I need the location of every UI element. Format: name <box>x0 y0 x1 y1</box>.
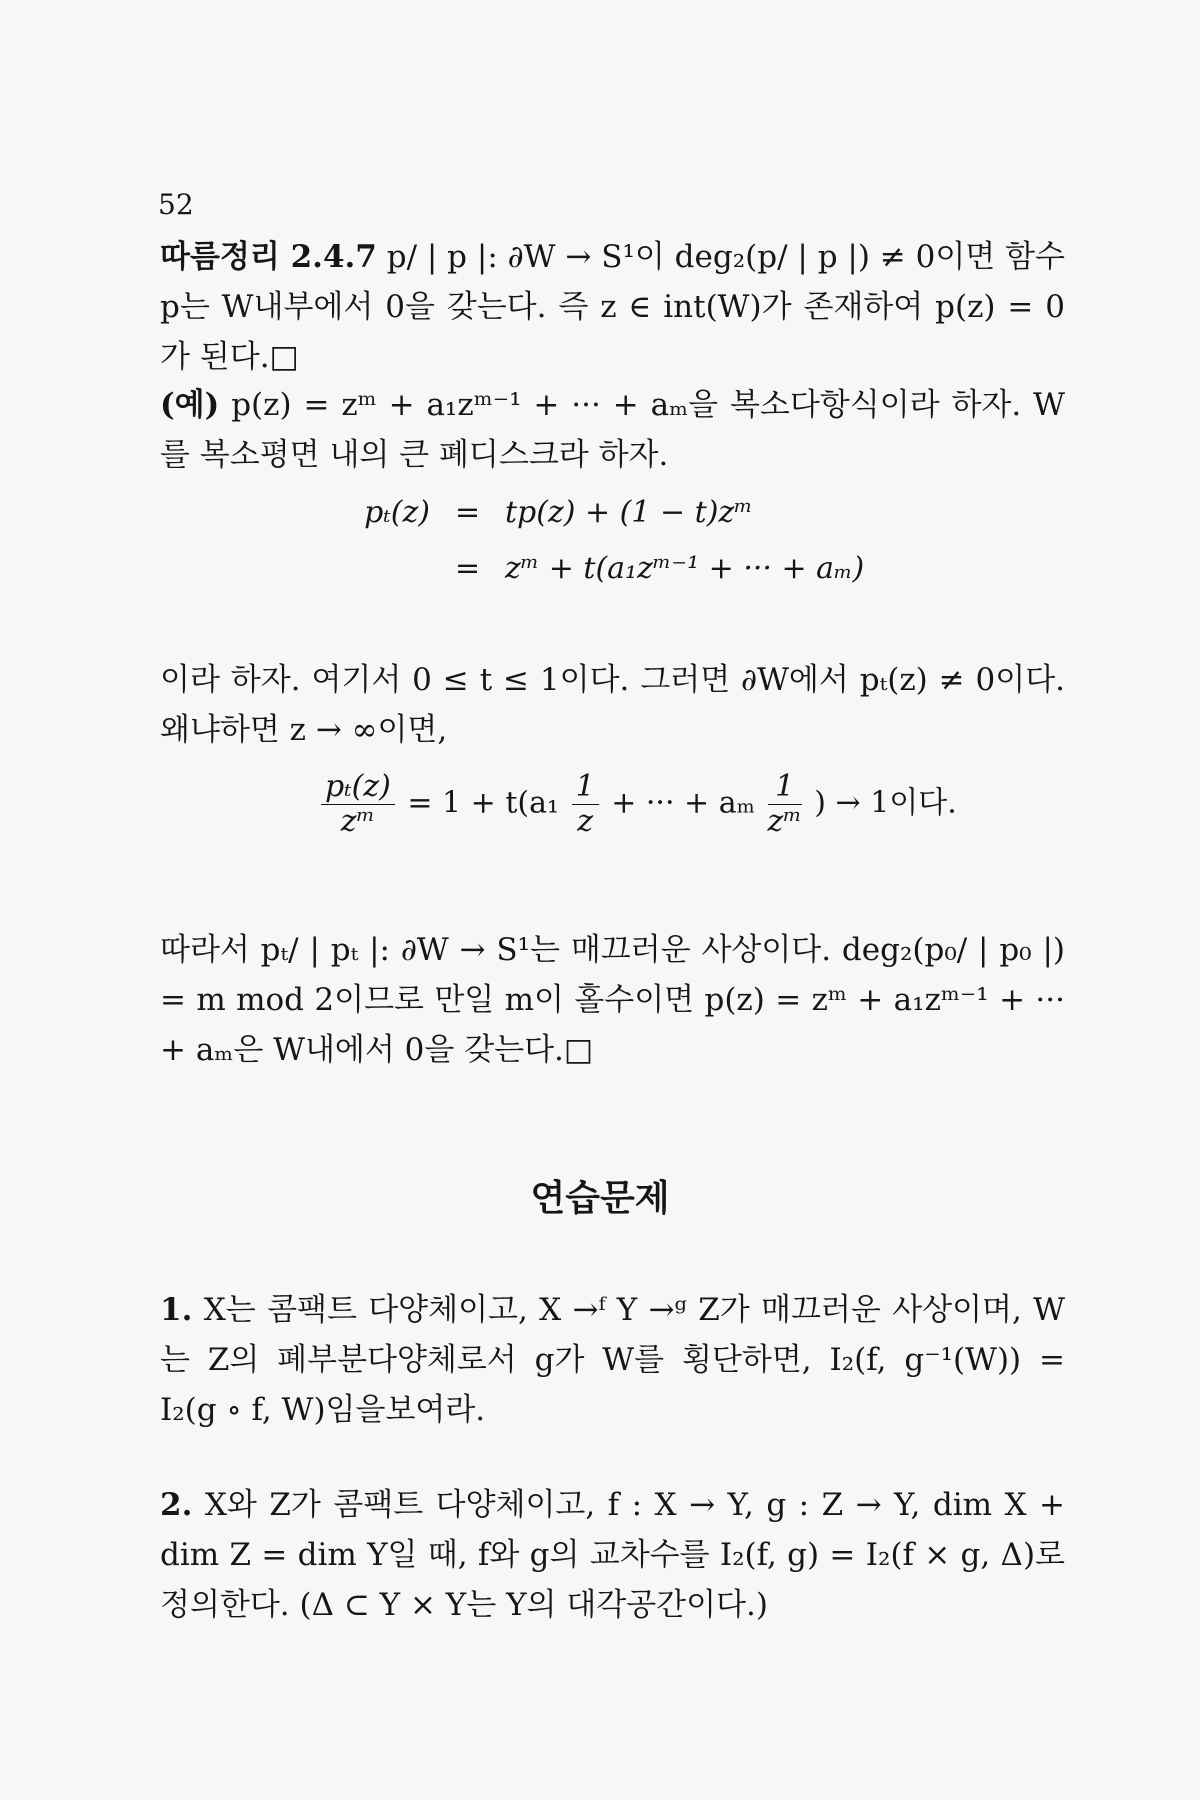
example-label: (예) <box>160 387 220 423</box>
section-title: 연습문제 <box>530 1178 670 1219</box>
exercise-1-text: X는 콤팩트 다양체이고, X →ᶠ Y →ᵍ Z가 매끄러운 사상이며, W는 Z의 폐부분다양체로서 g가 W를 횡단하면, I₂(f, g⁻¹(W)) = I₂(g ∘ f, W)임을보여라. <box>160 1292 1066 1428</box>
equation-pt-equals-1: = <box>455 495 481 530</box>
corollary-label: 따름정리 2.4.7 <box>160 239 377 275</box>
limit-middle: = 1 + t(a₁ <box>407 785 560 821</box>
limit-fraction-numerator: pₜ(z) <box>321 770 395 805</box>
limit-tail: ) → 1이다. <box>814 785 957 821</box>
limit-fraction <box>321 770 395 839</box>
equation-limit <box>318 770 957 839</box>
equation-pt-line-1: tp(z) + (1 − t)zᵐ <box>505 495 753 530</box>
corollary-text: p/ | p |: ∂W → S¹이 deg₂(p/ | p |) ≠ 0이면 함수 p는 W내부에서 0을 갖는다. 즉 z ∈ int(W)가 존재하여 p(z) = 0가 된다.□ <box>160 239 1065 375</box>
fraction-2-numerator: 1 <box>768 770 802 805</box>
equation-pt-line-2: zᵐ + t(a₁zᵐ⁻¹ + ··· + aₘ) <box>505 551 865 586</box>
example-paragraph <box>160 380 1065 480</box>
conclusion-paragraph: 따라서 pₜ/ | pₜ |: ∂W → S¹는 매끄러운 사상이다. deg₂(p₀/ | p₀ |) = m mod 2이므로 만일 m이 홀수이면 p(z) = zᵐ + a₁zᵐ⁻¹ + ··· + aₘ은 W내에서 0을 갖는다.□ <box>160 932 1065 1068</box>
example-text: p(z) = zᵐ + a₁zᵐ⁻¹ + ··· + aₘ을 복소다항식이라 하자. W를 복소평면 내의 큰 폐디스크라 하자. <box>160 387 1065 473</box>
exercise-2-label: 2. <box>160 1487 193 1523</box>
equation-pt <box>300 488 900 598</box>
exercise-2-text: X와 Z가 콤팩트 다양체이고, f : X → Y, g : Z → Y, dim X + dim Z = dim Y일 때, f와 g의 교차수를 I₂(f, g) = I₂(f × g, Δ)로 정의한다. (Δ ⊂ Y × Y는 Y의 대각공간이다.) <box>160 1487 1065 1623</box>
limit-fraction-1-over-z <box>572 770 599 839</box>
fraction-1-numerator: 1 <box>572 770 599 805</box>
exercise-1-label: 1. <box>160 1292 193 1328</box>
limit-fraction-1-over-zm <box>768 770 802 839</box>
limit-middle-2: + ··· + aₘ <box>611 785 755 821</box>
exercise-2 <box>160 1480 1065 1630</box>
exercise-1 <box>160 1285 1065 1435</box>
equation-pt-lhs: pₜ(z) <box>364 495 430 530</box>
fraction-2-denominator: zᵐ <box>767 804 802 839</box>
fraction-1-denominator: z <box>577 804 594 839</box>
corollary-paragraph <box>160 232 1065 382</box>
equation-pt-equals-2: = <box>455 551 481 586</box>
reasoning-paragraph: 이라 하자. 여기서 0 ≤ t ≤ 1이다. 그러면 ∂W에서 pₜ(z) ≠ 0이다. 왜냐하면 z → ∞이면, <box>160 662 1065 748</box>
limit-fraction-denominator: zᵐ <box>340 804 376 839</box>
page-number: 52 <box>158 188 194 221</box>
